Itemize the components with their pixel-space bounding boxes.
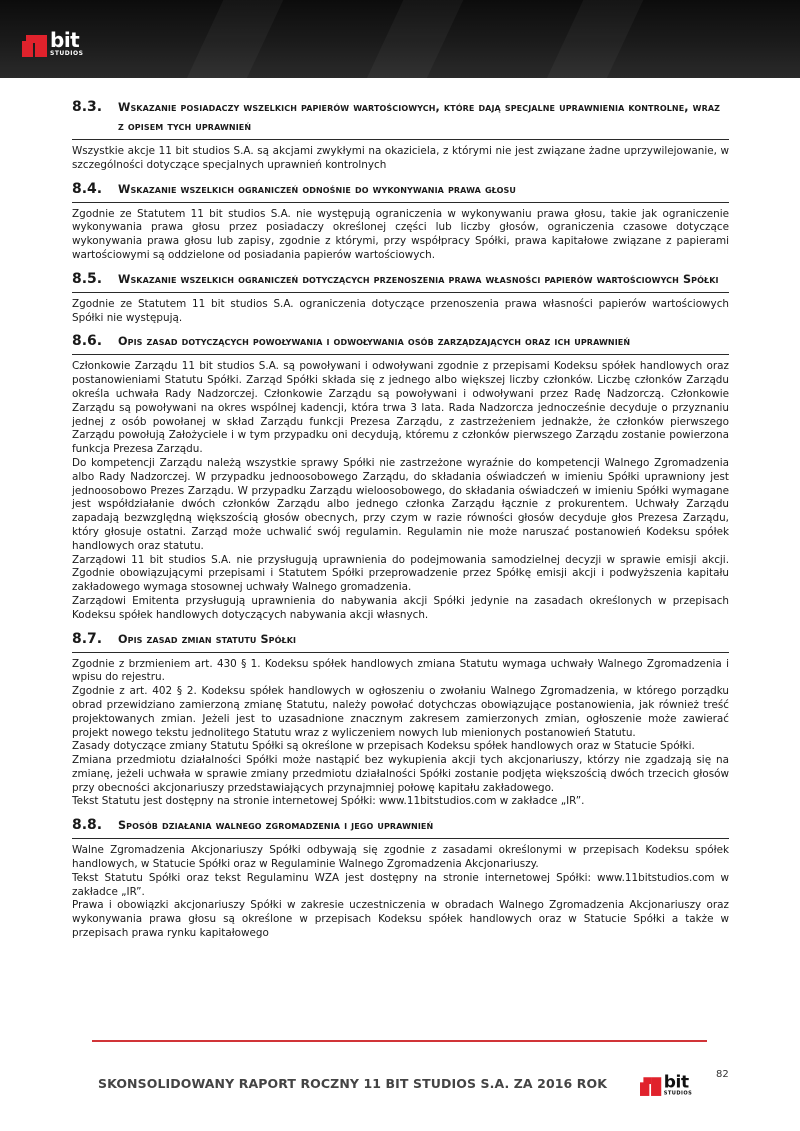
section-heading <box>72 180 729 203</box>
section-title: Wskazanie wszelkich ograniczeń dotyczących przenoszenia prawa własności papierów wartościowych Spółki <box>118 272 719 286</box>
section-number: 8.7. <box>72 630 103 647</box>
company-logo <box>22 30 83 57</box>
section-heading <box>72 332 729 355</box>
section-8-4 <box>72 180 729 263</box>
paragraph: Do kompetencji Zarządu należą wszystkie sprawy Spółki nie zastrzeżone wyraźnie do kompetencji Walnego Zgromadzenia albo Rady Nadzorczej. W przypadku jednoosobowego Zarządu, do składania oświadczeń w imieniu Spółki uprawniony jest jednoosobowo Prezes Zarządu. W przypadku Zarządu wieloosobowego, do składania oświadczeń w imieniu Spółki wymagane jest współdziałanie dwóch członków Zarządu albo jednego członka Zarządu łącznie z prokurentem. Uchwały Zarządu zapadają bezwzględną większością głosów obecnych, przy czym w razie równości głosów decyduje głos Prezesa Zarządu, który głosuje ostatni. Zarząd może uchwalić swój regulamin. Regulamin nie może naruszać postanowień Kodeksu spółek handlowych oraz statutu. <box>72 456 729 552</box>
section-title: Sposób działania walnego zgromadzenia i jego uprawnień <box>118 819 434 833</box>
logo-subword: STUDIOS <box>50 50 84 57</box>
section-spacer <box>72 809 729 816</box>
footer-report-title: SKONSOLIDOWANY RAPORT ROCZNY 11 BIT STUDIOS S.A. ZA 2016 ROK <box>98 1076 608 1091</box>
section-number: 8.4. <box>72 180 103 197</box>
page-header-banner <box>0 0 800 78</box>
paragraph: Zgodnie z brzmieniem art. 430 § 1. Kodeksu spółek handlowych zmiana Statutu wymaga uchwały Walnego Zgromadzenia i wpisu do rejestru. <box>72 657 729 684</box>
footer-logo <box>640 1073 692 1096</box>
paragraph: Walne Zgromadzenia Akcjonariuszy Spółki odbywają się zgodnie z zasadami określonymi w przepisach Kodeksu spółek handlowych, w Statucie Spółki oraz w Regulaminie Walnego Zgromadzenia Akcjonariuszy. <box>72 844 729 871</box>
section-spacer <box>72 325 729 332</box>
paragraph: Tekst Statutu Spółki oraz tekst Regulaminu WZA jest dostępny na stronie internetowej Spółki: www.11bitstudios.com w zakładce „IR”. <box>72 871 729 898</box>
paragraph: Zgodnie z art. 402 § 2. Kodeksu spółek handlowych w ogłoszeniu o zwołaniu Walnego Zgromadzenia, w którego porządku obrad przewidziano zamierzoną zmianę Statutu, należy powołać dotychczas obowiązujące postanowienia, jak również treść projektowanych zmian. Jeżeli jest to uzasadnione znacznym zakresem zamierzonych zmian, ogłoszenie może zawierać projekt nowego tekstu jednolitego Statutu wraz z wyliczeniem nowych lub mienionych postanowień Statutu. <box>72 685 729 739</box>
section-number: 8.6. <box>72 333 103 350</box>
paragraph: Zgodnie ze Statutem 11 bit studios S.A. ograniczenia dotyczące przenoszenia prawa własności papierów wartościowych Spółki nie występują. <box>72 297 729 324</box>
section-number: 8.8. <box>72 817 103 834</box>
logo-word: bit <box>50 28 80 52</box>
section-spacer <box>72 623 729 630</box>
paragraph: Zasady dotyczące zmiany Statutu Spółki są określone w przepisach Kodeksu spółek handlowych oraz w Statucie Spółki. <box>72 740 695 753</box>
paragraph: Członkowie Zarządu 11 bit studios S.A. są powoływani i odwoływani zgodnie z przepisami Kodeksu spółek handlowych oraz postanowieniami Statutu Spółki. Zarząd Spółki składa się z jednego albo większej liczby członków. Liczbę członków Zarządu określa uchwała Rady Nadzorczej. Członkowie Zarządu są powoływani i odwoływani przez Radę Nadzorczą. Członkowie Zarządu są powoływani na okres wspólnej kadencji, która trwa 3 lata. Rada Nadzorcza jednocześnie decyduje o przyznaniu jednej z osób powołanej w skład Zarządu funkcji Prezesa Zarządu, z zastrzeżeniem jednakże, że członków pierwszego Zarządu powołują Założyciele i w tym przypadku oni decydują, któremu z członków pierwszego Zarządu zostanie powierzona funkcja Prezesa Zarządu. <box>72 360 729 456</box>
section-title: Opis zasad dotyczących powoływania i odwoływania osób zarządzających oraz ich uprawnień <box>118 335 631 349</box>
logo-subword: STUDIOS <box>663 1090 693 1096</box>
header-decoration <box>523 0 658 78</box>
section-8-3 <box>72 98 729 173</box>
section-title: Wskazanie posiadaczy wszelkich papierów wartościowych, które dają specjalne uprawnienia kontrolne, wraz z opisem tych uprawnień <box>118 101 721 133</box>
section-8-7 <box>72 630 729 810</box>
section-title: Wskazanie wszelkich ograniczeń odnośnie do wykonywania prawa głosu <box>118 182 516 196</box>
paragraph: Zgodnie ze Statutem 11 bit studios S.A. nie występują ograniczenia w wykonywaniu prawa głosu, takie jak ograniczenie wykonywania prawa głosu przez posiadaczy określonej części lub liczby głosów, ograniczenia czasowe dotyczące wykonywania prawa głosu lub zapisy, zgodnie z którymi, przy współpracy Spółki, prawa kapitałowe związane z papierami wartościowymi są oddzielone od posiadania papierów wartościowych. <box>72 207 729 261</box>
paragraph: Tekst Statutu jest dostępny na stronie internetowej Spółki: www.11bitstudios.com w zakładce „IR”. <box>72 795 585 808</box>
header-decoration <box>343 0 478 78</box>
section-number: 8.5. <box>72 270 103 287</box>
section-8-8 <box>72 816 729 941</box>
page-number: 82 <box>716 1069 729 1080</box>
section-heading <box>72 816 729 839</box>
paragraph: Wszystkie akcje 11 bit studios S.A. są akcjami zwykłymi na okaziciela, z którymi nie jest związane żadne uprzywilejowanie, w szczególności dotyczące specjalnych uprawnień kontrolnych <box>72 145 729 171</box>
logo-mark-icon <box>22 35 48 57</box>
section-title: Opis zasad zmian statutu Spółki <box>118 632 297 646</box>
footer-divider <box>92 1040 707 1042</box>
section-heading <box>72 98 729 140</box>
document-body <box>72 98 729 941</box>
section-heading <box>72 630 729 653</box>
section-8-6 <box>72 332 729 622</box>
section-8-5 <box>72 270 729 326</box>
section-heading <box>72 270 729 293</box>
logo-word: bit <box>663 1071 689 1092</box>
paragraph: Zarządowi Emitenta przysługują uprawnienia do nabywania akcji Spółki jedynie na zasadach określonych w przepisach Kodeksu spółek handlowych dotyczących nabywania akcji własnych. <box>72 594 729 621</box>
paragraph: Prawa i obowiązki akcjonariuszy Spółki w zakresie uczestniczenia w obradach Walnego Zgromadzenia Akcjonariuszy oraz wykonywania prawa głosu są określone w przepisach Kodeksu spółek handlowych oraz w Statucie Spółki a także w przepisach prawa rynku kapitałowego <box>72 899 729 940</box>
section-spacer <box>72 173 729 180</box>
paragraph: Zmiana przedmiotu działalności Spółki może nastąpić bez wykupienia akcji tych akcjonariuszy, którzy nie zgadzają się na zmianę, jeżeli uchwała w sprawie zmiany przedmiotu działalności Spółki zostanie podjęta większością dwóch trzecich głosów przy obecności akcjonariuszy przedstawiających przynajmniej połowę kapitału zakładowego. <box>72 754 729 794</box>
section-spacer <box>72 263 729 270</box>
header-decoration <box>163 0 298 78</box>
paragraph: Zarządowi 11 bit studios S.A. nie przysługują uprawnienia do podejmowania samodzielnej decyzji w sprawie emisji akcji. Zgodnie obowiązującymi przepisami i Statutem Spółki przeprowadzenie przez Spółkę emisji akcji i podwyższenia kapitału zakładowego wymaga stosownej uchwały Walnego gromadzenia. <box>72 553 729 594</box>
section-number: 8.3. <box>72 99 103 115</box>
logo-mark-icon <box>640 1077 662 1096</box>
